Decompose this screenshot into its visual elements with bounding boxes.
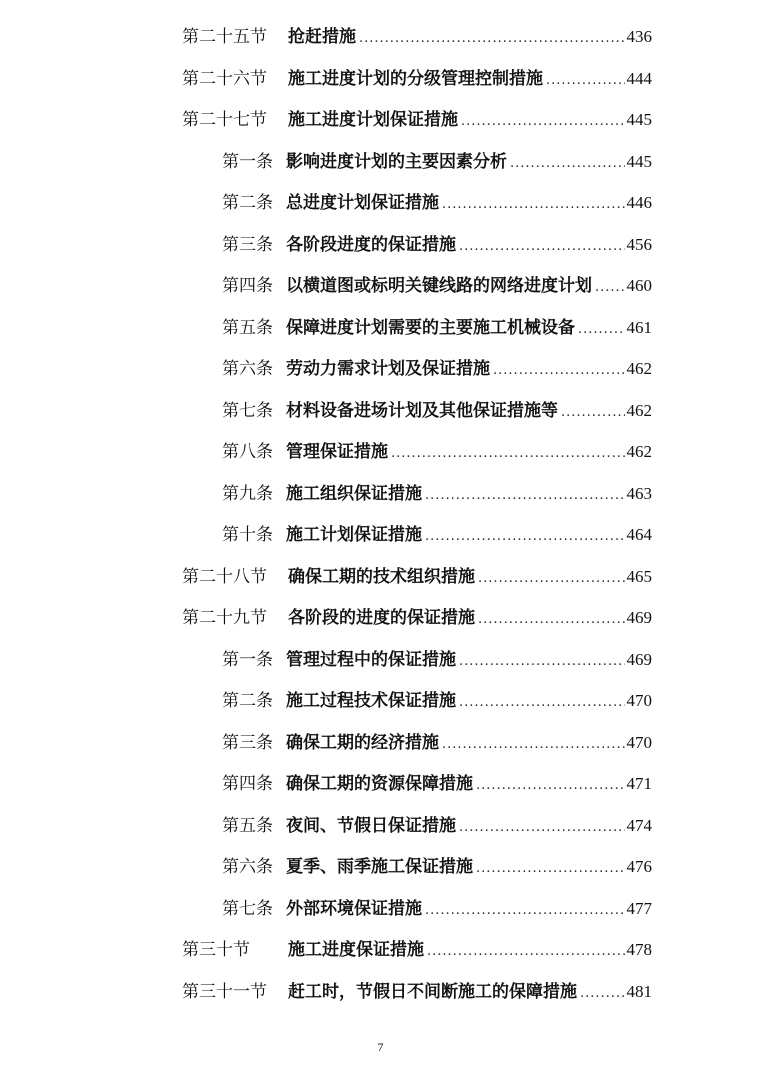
toc-entry-title: 施工进度计划的分级管理控制措施 xyxy=(288,68,543,89)
toc-entry-page: 456 xyxy=(626,234,652,254)
toc-entry-label: 第二十六节 xyxy=(182,68,267,89)
toc-entry-title: 施工进度计划保证措施 xyxy=(288,110,458,130)
toc-entry[interactable] xyxy=(222,645,652,675)
toc-entry-label: 第三条 xyxy=(222,234,273,255)
dot-leader xyxy=(478,564,625,594)
toc-entry-title: 确保工期的技术组织措施 xyxy=(288,566,475,587)
toc-entry-page: 444 xyxy=(626,68,652,88)
toc-entry[interactable] xyxy=(222,520,652,550)
toc-entry-page: 469 xyxy=(626,649,652,669)
toc-entry-page: 445 xyxy=(626,151,652,171)
toc-entry-title: 赶工时，节假日不间断施工的保障措施 xyxy=(288,981,577,1002)
dot-leader xyxy=(580,979,625,1009)
toc-entry-page: 462 xyxy=(626,442,652,461)
toc-entry-title: 施工进度保证措施 xyxy=(288,940,424,960)
toc-entry[interactable] xyxy=(222,811,652,841)
dot-leader xyxy=(391,439,625,469)
toc-entry[interactable] xyxy=(222,188,652,218)
dot-leader xyxy=(461,107,625,137)
toc-entry-title: 各阶段的进度的保证措施 xyxy=(288,608,475,628)
toc-entry-page: 477 xyxy=(626,898,652,918)
toc-entry-title: 劳动力需求计划及保证措施 xyxy=(286,359,490,379)
toc-entry-label: 第二十五节 xyxy=(182,27,267,47)
toc-entry-label: 第十条 xyxy=(222,525,273,545)
toc-entry-title: 确保工期的资源保障措施 xyxy=(286,774,473,794)
toc-entry-title: 外部环境保证措施 xyxy=(286,898,422,919)
toc-entry-label: 第七条 xyxy=(222,898,273,919)
dot-leader xyxy=(425,896,625,926)
toc-entry-title: 管理过程中的保证措施 xyxy=(286,649,456,670)
toc-entry-title: 夏季、雨季施工保证措施 xyxy=(286,857,473,877)
dot-leader xyxy=(425,481,625,511)
dot-leader xyxy=(476,854,625,884)
toc-entry-page: 460 xyxy=(626,276,652,295)
dot-leader xyxy=(478,605,625,635)
toc-entry-title: 以横道图或标明关键线路的网络进度计划 xyxy=(286,276,592,296)
toc-entry-label: 第五条 xyxy=(222,815,273,836)
toc-entry-page: 469 xyxy=(626,608,652,627)
toc-entry-page: 471 xyxy=(626,774,652,793)
toc-entry-page: 462 xyxy=(626,359,652,378)
toc-entry[interactable] xyxy=(222,396,652,426)
toc-entry[interactable] xyxy=(222,354,652,384)
toc-entry-label: 第二条 xyxy=(222,691,273,711)
toc-entry-page: 478 xyxy=(626,940,652,959)
toc-entry-label: 第六条 xyxy=(222,359,273,379)
dot-leader xyxy=(459,232,625,262)
toc-entry[interactable] xyxy=(182,977,652,1007)
toc-entry-page: 474 xyxy=(626,815,652,835)
toc-entry-title: 抢赶措施 xyxy=(288,27,356,47)
toc-entry-page: 461 xyxy=(626,317,652,337)
toc-entry[interactable] xyxy=(222,271,652,301)
dot-leader xyxy=(578,315,625,345)
toc-entry-page: 476 xyxy=(626,857,652,876)
toc-entry-label: 第三条 xyxy=(222,732,273,753)
toc-entry-title: 施工计划保证措施 xyxy=(286,525,422,545)
toc-entry-title: 材料设备进场计划及其他保证措施等 xyxy=(286,400,558,421)
toc-entry-label: 第二十八节 xyxy=(182,566,267,587)
toc-entry-page: 464 xyxy=(626,525,652,544)
toc-entry-label: 第三十一节 xyxy=(182,981,267,1002)
dot-leader xyxy=(459,813,625,843)
toc-entry-label: 第五条 xyxy=(222,317,273,338)
dot-leader xyxy=(510,149,625,179)
dot-leader xyxy=(546,66,625,96)
toc-entry-title: 管理保证措施 xyxy=(286,442,388,462)
dot-leader xyxy=(459,647,625,677)
toc-entry[interactable] xyxy=(222,686,652,716)
toc-entry-label: 第二十九节 xyxy=(182,608,267,628)
toc-entry-title: 各阶段进度的保证措施 xyxy=(286,234,456,255)
toc-entry[interactable] xyxy=(182,935,652,965)
toc-entry[interactable] xyxy=(222,230,652,260)
dot-leader xyxy=(427,937,625,967)
toc-entry-title: 保障进度计划需要的主要施工机械设备 xyxy=(286,317,575,338)
dot-leader xyxy=(442,730,625,760)
toc-entry-page: 470 xyxy=(626,691,652,710)
toc-entry-title: 总进度计划保证措施 xyxy=(286,193,439,213)
toc-entry[interactable] xyxy=(222,479,652,509)
dot-leader xyxy=(459,688,625,718)
toc-entry-page: 446 xyxy=(626,193,652,212)
toc-entry-title: 确保工期的经济措施 xyxy=(286,732,439,753)
toc-entry-label: 第六条 xyxy=(222,857,273,877)
toc-entry-label: 第八条 xyxy=(222,442,273,462)
dot-leader xyxy=(493,356,625,386)
toc-entry-label: 第四条 xyxy=(222,774,273,794)
toc-entry-title: 施工过程技术保证措施 xyxy=(286,691,456,711)
toc-entry-page: 436 xyxy=(626,27,652,46)
toc-entry[interactable] xyxy=(182,603,652,633)
toc-entry-label: 第一条 xyxy=(222,151,273,172)
page-number: 7 xyxy=(377,1040,384,1054)
toc-entry[interactable] xyxy=(222,769,652,799)
dot-leader xyxy=(476,771,625,801)
toc-entry-page: 463 xyxy=(626,483,652,503)
toc-entry-title: 影响进度计划的主要因素分析 xyxy=(286,151,507,172)
toc-entry-page: 462 xyxy=(626,400,652,420)
toc-entry[interactable] xyxy=(182,64,652,94)
toc-entry-title: 施工组织保证措施 xyxy=(286,483,422,504)
toc-entry-title: 夜间、节假日保证措施 xyxy=(286,815,456,836)
toc-entry[interactable] xyxy=(222,852,652,882)
dot-leader xyxy=(595,273,625,303)
toc-entry-label: 第九条 xyxy=(222,483,273,504)
toc-entry[interactable] xyxy=(182,22,652,52)
toc-entry[interactable] xyxy=(222,894,652,924)
toc-entry[interactable] xyxy=(222,437,652,467)
toc-entry[interactable] xyxy=(182,105,652,135)
dot-leader xyxy=(561,398,625,428)
dot-leader xyxy=(425,522,625,552)
toc-entry-page: 470 xyxy=(626,732,652,752)
toc-entry-page: 465 xyxy=(626,566,652,586)
toc-entry-label: 第一条 xyxy=(222,649,273,670)
toc-entry[interactable] xyxy=(222,313,652,343)
toc-entry-label: 第三十节 xyxy=(182,940,250,960)
dot-leader xyxy=(359,24,625,54)
dot-leader xyxy=(442,190,625,220)
toc-entry[interactable] xyxy=(222,147,652,177)
toc-entry[interactable] xyxy=(222,728,652,758)
toc-entry-label: 第四条 xyxy=(222,276,273,296)
toc-entry-label: 第二条 xyxy=(222,193,273,213)
toc-entry-page: 481 xyxy=(626,981,652,1001)
toc-entry[interactable] xyxy=(182,562,652,592)
toc-entry-label: 第七条 xyxy=(222,400,273,421)
toc-entry-label: 第二十七节 xyxy=(182,110,267,130)
toc-entry-page: 445 xyxy=(626,110,652,129)
